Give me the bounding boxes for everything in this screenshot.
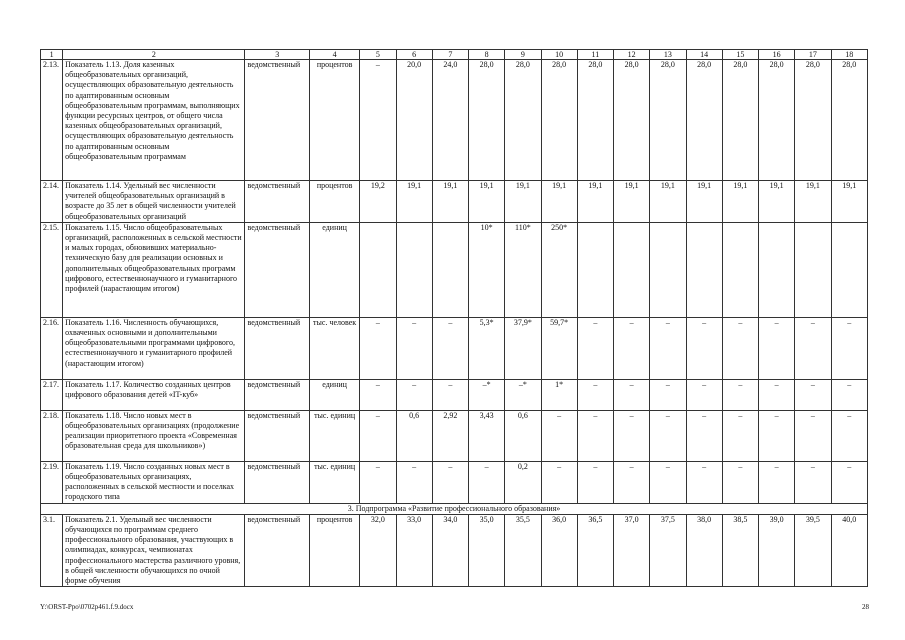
unit: единиц xyxy=(309,379,359,410)
column-number: 5 xyxy=(360,50,396,60)
year-value: – xyxy=(722,317,758,379)
row-number: 2.16. xyxy=(41,317,63,379)
year-value: 10* xyxy=(469,222,505,317)
year-value: – xyxy=(650,379,686,410)
year-value: 35,0 xyxy=(469,514,505,586)
year-value: – xyxy=(360,461,396,503)
table-row xyxy=(41,410,868,461)
year-value: – xyxy=(831,410,867,461)
year-value: – xyxy=(577,317,613,379)
year-value: – xyxy=(614,461,650,503)
indicator-name: Показатель 1.15. Число общеобразовательных организаций, расположенных в сельской местности и малых городах, обновивших материально-техническую базу для реализации основных и дополнительных общеобразовательных программ цифрового, естественнонаучного и гуманитарного профилей (нарастающим итогом) xyxy=(63,222,245,317)
table-row xyxy=(41,317,868,379)
year-value: 250* xyxy=(541,222,577,317)
row-number: 2.15. xyxy=(41,222,63,317)
year-value: 28,0 xyxy=(795,60,831,181)
year-value: – xyxy=(831,317,867,379)
year-value: – xyxy=(722,379,758,410)
year-value: 28,0 xyxy=(759,60,795,181)
column-number-row xyxy=(41,50,868,60)
year-value: – xyxy=(432,379,468,410)
year-value: 28,0 xyxy=(831,60,867,181)
year-value: – xyxy=(686,317,722,379)
year-value: 28,0 xyxy=(541,60,577,181)
indicator-name: Показатель 1.16. Численность обучающихся, охваченных основными и дополнительными общеобразовательными программами цифрового, естественнонаучного и гуманитарного профилей (нарастающим итогом) xyxy=(63,317,245,379)
year-value: 19,1 xyxy=(831,181,867,223)
column-number: 10 xyxy=(541,50,577,60)
column-number: 8 xyxy=(469,50,505,60)
year-value: – xyxy=(577,410,613,461)
year-value: –* xyxy=(469,379,505,410)
year-value: 39,0 xyxy=(759,514,795,586)
indicator-type: ведомственный xyxy=(245,514,309,586)
year-value: 28,0 xyxy=(469,60,505,181)
year-value: – xyxy=(759,317,795,379)
year-value: – xyxy=(396,379,432,410)
row-number: 2.19. xyxy=(41,461,63,503)
year-value xyxy=(614,222,650,317)
year-value: – xyxy=(722,461,758,503)
column-number: 12 xyxy=(614,50,650,60)
year-value xyxy=(686,222,722,317)
year-value: 19,1 xyxy=(469,181,505,223)
year-value: – xyxy=(795,461,831,503)
table-row xyxy=(41,181,868,223)
indicator-name: Показатель 1.19. Число созданных новых мест в общеобразовательных организациях, расположенных в сельской местности и поселках городского типа xyxy=(63,461,245,503)
year-value xyxy=(722,222,758,317)
year-value: 39,5 xyxy=(795,514,831,586)
year-value: 19,1 xyxy=(396,181,432,223)
table-row xyxy=(41,514,868,586)
indicator-name: Показатель 1.18. Число новых мест в общеобразовательных организациях (продолжение реализации приоритетного проекта «Современная образовательная среда для школьников») xyxy=(63,410,245,461)
table-row xyxy=(41,60,868,181)
year-value: 32,0 xyxy=(360,514,396,586)
unit: тыс. единиц xyxy=(309,461,359,503)
column-number: 17 xyxy=(795,50,831,60)
indicator-type: ведомственный xyxy=(245,60,309,181)
unit: единиц xyxy=(309,222,359,317)
year-value: –* xyxy=(505,379,541,410)
year-value: 35,5 xyxy=(505,514,541,586)
column-number: 14 xyxy=(686,50,722,60)
unit: процентов xyxy=(309,181,359,223)
column-number: 2 xyxy=(63,50,245,60)
table-row xyxy=(41,222,868,317)
year-value: – xyxy=(686,410,722,461)
row-number: 2.13. xyxy=(41,60,63,181)
year-value xyxy=(432,222,468,317)
year-value: – xyxy=(396,317,432,379)
year-value: 24,0 xyxy=(432,60,468,181)
year-value: 110* xyxy=(505,222,541,317)
year-value: 3,43 xyxy=(469,410,505,461)
column-number: 15 xyxy=(722,50,758,60)
year-value: – xyxy=(360,410,396,461)
year-value: 37,5 xyxy=(650,514,686,586)
year-value: 1* xyxy=(541,379,577,410)
year-value: 19,1 xyxy=(722,181,758,223)
indicator-name: Показатель 1.13. Доля казенных общеобразовательных организаций, осуществляющих образовательную деятельность по адаптированным основным общеобразовательным программам, выполняющих функции ресурсных центров, от общего числа казенных общеобразовательных организаций, осуществляющих образовательную деятельность по адаптированным основным общеобразовательным программам xyxy=(63,60,245,181)
indicator-name: Показатель 2.1. Удельный вес численности обучающихся по программам среднего профессионального образования, участвующих в олимпиадах, конкурсах, чемпионатах профессионального мастерства различного уровня, в общей численности обучающихся по очной форме обучения xyxy=(63,514,245,586)
column-number: 4 xyxy=(309,50,359,60)
year-value: – xyxy=(614,379,650,410)
column-number: 11 xyxy=(577,50,613,60)
year-value: 19,1 xyxy=(541,181,577,223)
indicator-type: ведомственный xyxy=(245,222,309,317)
year-value: – xyxy=(650,461,686,503)
year-value: 37,0 xyxy=(614,514,650,586)
year-value: – xyxy=(795,410,831,461)
year-value: 33,0 xyxy=(396,514,432,586)
year-value: – xyxy=(614,317,650,379)
page-number: 28 xyxy=(862,603,869,611)
column-number: 13 xyxy=(650,50,686,60)
year-value: 37,9* xyxy=(505,317,541,379)
year-value: 40,0 xyxy=(831,514,867,586)
year-value: – xyxy=(795,379,831,410)
indicators-table xyxy=(40,49,868,587)
unit: процентов xyxy=(309,514,359,586)
year-value: – xyxy=(722,410,758,461)
year-value xyxy=(759,222,795,317)
year-value: – xyxy=(360,60,396,181)
indicator-type: ведомственный xyxy=(245,317,309,379)
year-value: 28,0 xyxy=(686,60,722,181)
year-value: – xyxy=(795,317,831,379)
year-value: – xyxy=(759,379,795,410)
year-value: 2,92 xyxy=(432,410,468,461)
year-value: – xyxy=(831,379,867,410)
column-number: 7 xyxy=(432,50,468,60)
table-row xyxy=(41,461,868,503)
year-value: 0,6 xyxy=(505,410,541,461)
column-number: 3 xyxy=(245,50,309,60)
file-path: Y:\ORST-Ppo\0702p461.f.9.docx xyxy=(40,603,134,611)
year-value: 19,1 xyxy=(505,181,541,223)
year-value xyxy=(360,222,396,317)
year-value: – xyxy=(614,410,650,461)
year-value: – xyxy=(650,410,686,461)
subprogram-title: 3. Подпрограмма «Развитие профессионального образования» xyxy=(41,503,868,514)
indicator-type: ведомственный xyxy=(245,181,309,223)
indicator-type: ведомственный xyxy=(245,379,309,410)
year-value xyxy=(795,222,831,317)
year-value: – xyxy=(831,461,867,503)
year-value: – xyxy=(396,461,432,503)
column-number: 16 xyxy=(759,50,795,60)
year-value: 19,1 xyxy=(795,181,831,223)
year-value: – xyxy=(759,461,795,503)
column-number: 18 xyxy=(831,50,867,60)
year-value: 20,0 xyxy=(396,60,432,181)
indicator-type: ведомственный xyxy=(245,461,309,503)
year-value: – xyxy=(469,461,505,503)
year-value: 28,0 xyxy=(722,60,758,181)
year-value: 28,0 xyxy=(505,60,541,181)
year-value: 19,1 xyxy=(686,181,722,223)
year-value: 19,1 xyxy=(432,181,468,223)
year-value xyxy=(650,222,686,317)
row-number: 2.17. xyxy=(41,379,63,410)
year-value: 38,5 xyxy=(722,514,758,586)
year-value: 19,1 xyxy=(614,181,650,223)
year-value: 28,0 xyxy=(650,60,686,181)
year-value: 0,2 xyxy=(505,461,541,503)
unit: процентов xyxy=(309,60,359,181)
year-value: 28,0 xyxy=(614,60,650,181)
column-number: 1 xyxy=(41,50,63,60)
year-value: 19,1 xyxy=(759,181,795,223)
year-value: 19,1 xyxy=(577,181,613,223)
year-value xyxy=(396,222,432,317)
year-value: – xyxy=(686,461,722,503)
year-value: 0,6 xyxy=(396,410,432,461)
year-value: – xyxy=(577,461,613,503)
column-number: 6 xyxy=(396,50,432,60)
row-number: 2.14. xyxy=(41,181,63,223)
year-value xyxy=(831,222,867,317)
indicator-type: ведомственный xyxy=(245,410,309,461)
year-value: – xyxy=(432,317,468,379)
row-number: 3.1. xyxy=(41,514,63,586)
year-value: – xyxy=(650,317,686,379)
year-value: 19,1 xyxy=(650,181,686,223)
year-value: 59,7* xyxy=(541,317,577,379)
year-value: 34,0 xyxy=(432,514,468,586)
year-value: – xyxy=(541,410,577,461)
year-value xyxy=(577,222,613,317)
year-value: – xyxy=(360,317,396,379)
year-value: 28,0 xyxy=(577,60,613,181)
indicator-name: Показатель 1.14. Удельный вес численности учителей общеобразовательных организаций в возрасте до 35 лет в общей численности учителей общеобразовательных организаций xyxy=(63,181,245,223)
year-value: 36,0 xyxy=(541,514,577,586)
year-value: – xyxy=(541,461,577,503)
year-value: – xyxy=(577,379,613,410)
year-value: – xyxy=(686,379,722,410)
year-value: 19,2 xyxy=(360,181,396,223)
column-number: 9 xyxy=(505,50,541,60)
unit: тыс. единиц xyxy=(309,410,359,461)
year-value: 36,5 xyxy=(577,514,613,586)
unit: тыс. человек xyxy=(309,317,359,379)
year-value: – xyxy=(432,461,468,503)
year-value: 5,3* xyxy=(469,317,505,379)
indicator-name: Показатель 1.17. Количество созданных центров цифрового образования детей «IT-куб» xyxy=(63,379,245,410)
year-value: – xyxy=(759,410,795,461)
table-row xyxy=(41,379,868,410)
row-number: 2.18. xyxy=(41,410,63,461)
year-value: – xyxy=(360,379,396,410)
year-value: 38,0 xyxy=(686,514,722,586)
subprogram-row xyxy=(41,503,868,514)
